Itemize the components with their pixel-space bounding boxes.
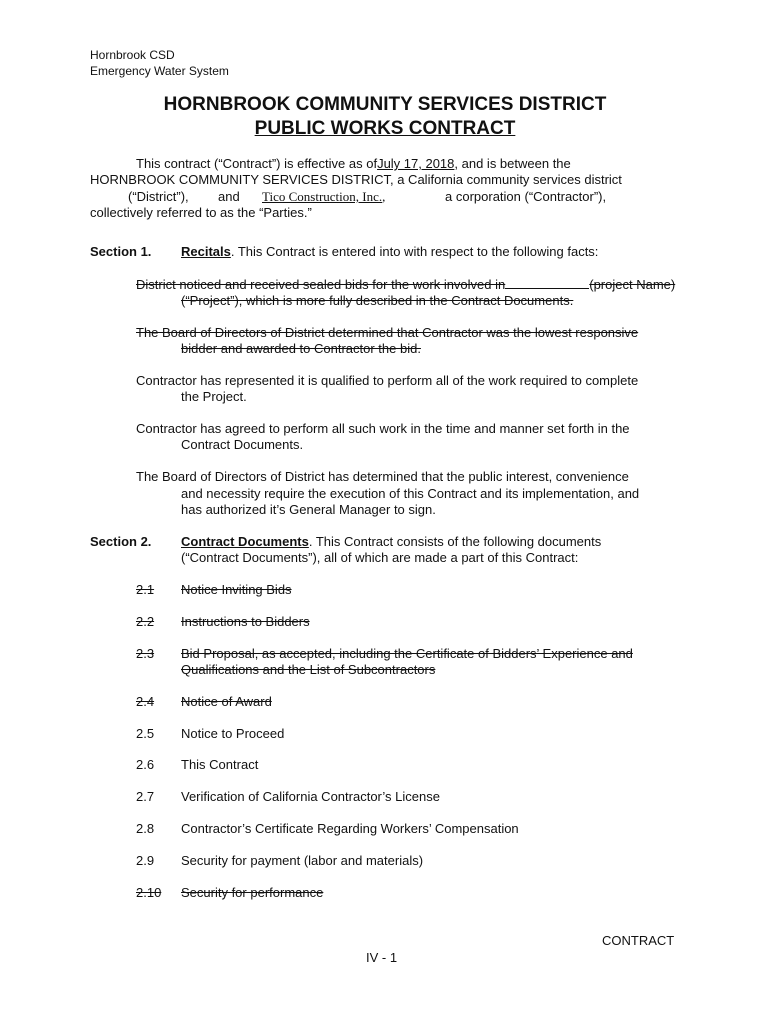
item-2-6-num: 2.6 bbox=[136, 757, 155, 772]
intro-district: (“District”), bbox=[128, 189, 189, 204]
item-2-9-text: Security for payment (labor and materials) bbox=[181, 853, 424, 868]
intro-line-4: collectively referred to as the “Parties.” bbox=[90, 205, 312, 220]
item-2-7-text: Verification of California Contractor’s License bbox=[181, 789, 440, 804]
item-2-9-num: 2.9 bbox=[136, 853, 155, 868]
item-2-3-num: 2.3 bbox=[136, 646, 155, 661]
page-number: IV - 1 bbox=[366, 950, 398, 965]
item-2-4-text: Notice of Award bbox=[181, 694, 272, 709]
section-2-heading: Contract Documents bbox=[181, 534, 309, 549]
section-1-heading: Recitals bbox=[181, 244, 231, 259]
recital-5-line-1: The Board of Directors of District has determined that the public interest, convenience bbox=[136, 469, 629, 484]
section-1-label: Section 1. bbox=[90, 244, 152, 259]
section-2-label: Section 2. bbox=[90, 534, 152, 549]
recital-3-line-2: the Project. bbox=[181, 389, 247, 404]
header-org: Hornbrook CSD bbox=[90, 48, 175, 62]
recital-3-line-1: Contractor has represented it is qualified to perform all of the work required to complete bbox=[136, 373, 639, 388]
intro-contractor bbox=[262, 189, 385, 205]
footer-contract: CONTRACT bbox=[602, 933, 675, 948]
item-2-1-num: 2.1 bbox=[136, 582, 155, 597]
intro-line-2: HORNBROOK COMMUNITY SERVICES DISTRICT, a California community services district bbox=[90, 172, 622, 187]
page-title: HORNBROOK COMMUNITY SERVICES DISTRICT bbox=[163, 94, 607, 115]
item-2-5-text: Notice to Proceed bbox=[181, 726, 285, 741]
header-system: Emergency Water System bbox=[90, 64, 229, 78]
contractor-comma: , bbox=[382, 189, 386, 204]
section-1-text: . This Contract is entered into with respect to the following facts: bbox=[230, 244, 599, 259]
item-2-2-text: Instructions to Bidders bbox=[181, 614, 310, 629]
item-2-3-text-2: Qualifications and the List of Subcontractors bbox=[181, 662, 436, 677]
item-2-3-text: Bid Proposal, as accepted, including the Certificate of Bidders’ Experience and bbox=[181, 646, 633, 661]
item-2-1-text: Notice Inviting Bids bbox=[181, 582, 292, 597]
recital-4-line-1: Contractor has agreed to perform all such work in the time and manner set forth in the bbox=[136, 421, 630, 436]
item-2-4-num: 2.4 bbox=[136, 694, 155, 709]
intro-corp: a corporation (“Contractor”), bbox=[445, 189, 607, 204]
recital-5-line-3: has authorized it’s General Manager to sign. bbox=[181, 502, 436, 517]
recital-2-line-1: The Board of Directors of District determined that Contractor was the lowest responsive bbox=[136, 325, 639, 340]
recital-2-line-2: bidder and awarded to Contractor the bid. bbox=[181, 341, 421, 356]
section-2-text-2: (“Contract Documents”), all of which are made a part of this Contract: bbox=[181, 550, 579, 565]
recital-1-project: (project Name) bbox=[589, 277, 676, 292]
item-2-10-num: 2.10 bbox=[136, 885, 162, 900]
item-2-2-num: 2.2 bbox=[136, 614, 155, 629]
item-2-8-text: Contractor’s Certificate Regarding Workers’ Compensation bbox=[181, 821, 519, 836]
intro-line-1 bbox=[136, 156, 571, 172]
item-2-7-num: 2.7 bbox=[136, 789, 155, 804]
recital-4-line-2: Contract Documents. bbox=[181, 437, 304, 452]
item-2-6-text: This Contract bbox=[181, 757, 259, 772]
contractor-name: Tico Construction, Inc. bbox=[262, 189, 383, 204]
intro-and: and bbox=[218, 189, 240, 204]
item-2-8-num: 2.8 bbox=[136, 821, 155, 836]
recital-1-text: District noticed and received sealed bids for the work involved in bbox=[136, 277, 506, 292]
item-2-10-text: Security for performance bbox=[181, 885, 324, 900]
item-2-5-num: 2.5 bbox=[136, 726, 155, 741]
section-2-text: . This Contract consists of the following documents bbox=[308, 534, 602, 549]
intro-text-a: This contract (“Contract”) is effective as of bbox=[136, 156, 378, 171]
recital-1-line-1 bbox=[136, 277, 675, 293]
project-name-blank bbox=[505, 277, 589, 289]
recital-5-line-2: and necessity require the execution of this Contract and its implementation, and bbox=[181, 486, 640, 501]
intro-text-b: , and is between the bbox=[454, 156, 571, 171]
page-subtitle: PUBLIC WORKS CONTRACT bbox=[254, 118, 516, 139]
recital-1-line-2: (“Project”), which is more fully described in the Contract Documents. bbox=[181, 293, 574, 308]
section-1-intro bbox=[181, 244, 598, 260]
section-2-intro bbox=[181, 534, 601, 550]
effective-date: July 17, 2018 bbox=[377, 156, 455, 171]
